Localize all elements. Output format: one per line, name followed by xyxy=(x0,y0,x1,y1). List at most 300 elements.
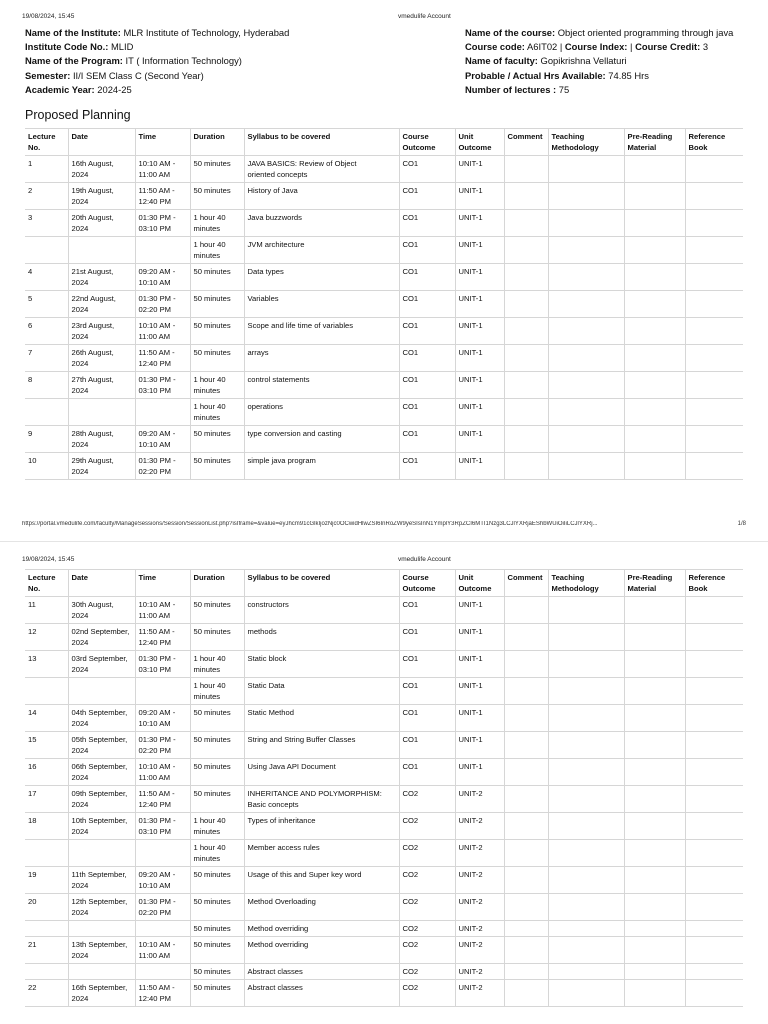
cell-reference-book xyxy=(685,291,743,318)
cell-comment xyxy=(504,237,548,264)
cell-time: 09:20 AM - 10:10 AM xyxy=(135,426,190,453)
cell-course-outcome: CO2 xyxy=(399,840,455,867)
faculty-label: Name of faculty: xyxy=(465,55,538,67)
cell-duration: 1 hour 40 minutes xyxy=(190,237,244,264)
cell-syllabus: control statements xyxy=(244,372,399,399)
cell-unit-outcome: UNIT-2 xyxy=(455,840,504,867)
cell-comment xyxy=(504,210,548,237)
academic-year-line xyxy=(25,83,289,97)
cell-lecture-no: 11 xyxy=(25,597,68,624)
cell-lecture-no: 22 xyxy=(25,980,68,1007)
faculty-value: Gopikrishna Vellaturi xyxy=(540,55,627,67)
cell-duration: 50 minutes xyxy=(190,183,244,210)
cell-time: 11:50 AM - 12:40 PM xyxy=(135,183,190,210)
cell-time: 10:10 AM - 11:00 AM xyxy=(135,156,190,183)
cell-pre-reading-material xyxy=(624,624,685,651)
cell-time xyxy=(135,840,190,867)
table-row xyxy=(25,980,743,1007)
cell-time: 11:50 AM - 12:40 PM xyxy=(135,980,190,1007)
cell-pre-reading-material xyxy=(624,372,685,399)
cell-lecture-no: 6 xyxy=(25,318,68,345)
cell-teaching-methodology xyxy=(548,840,624,867)
cell-pre-reading-material xyxy=(624,291,685,318)
cell-comment xyxy=(504,937,548,964)
cell-teaching-methodology xyxy=(548,894,624,921)
cell-date xyxy=(68,840,135,867)
cell-teaching-methodology xyxy=(548,264,624,291)
cell-reference-book xyxy=(685,210,743,237)
cell-unit-outcome: UNIT-1 xyxy=(455,705,504,732)
semester-line xyxy=(25,69,289,83)
table-row xyxy=(25,921,743,937)
cell-duration: 50 minutes xyxy=(190,345,244,372)
cell-reference-book xyxy=(685,894,743,921)
table-row xyxy=(25,678,743,705)
semester-label: Semester: xyxy=(25,69,71,81)
cell-duration: 1 hour 40 minutes xyxy=(190,651,244,678)
cell-date: 21st August, 2024 xyxy=(68,264,135,291)
cell-course-outcome: CO1 xyxy=(399,597,455,624)
col-header-pre-reading-material: Pre-Reading Material xyxy=(624,129,685,156)
cell-lecture-no: 4 xyxy=(25,264,68,291)
cell-lecture-no: 20 xyxy=(25,894,68,921)
cell-pre-reading-material xyxy=(624,678,685,705)
cell-duration: 50 minutes xyxy=(190,937,244,964)
cell-course-outcome: CO1 xyxy=(399,156,455,183)
cell-duration: 50 minutes xyxy=(190,264,244,291)
cell-date xyxy=(68,678,135,705)
table-row xyxy=(25,372,743,399)
table-row xyxy=(25,651,743,678)
cell-pre-reading-material xyxy=(624,921,685,937)
cell-unit-outcome: UNIT-1 xyxy=(455,264,504,291)
table-row xyxy=(25,867,743,894)
course-index-value: | xyxy=(630,41,633,53)
cell-course-outcome: CO2 xyxy=(399,964,455,980)
cell-duration: 50 minutes xyxy=(190,894,244,921)
cell-comment xyxy=(504,453,548,480)
cell-syllabus: Abstract classes xyxy=(244,964,399,980)
cell-reference-book xyxy=(685,705,743,732)
course-credit-label: Course Credit: xyxy=(635,41,701,53)
institute-code-label: Institute Code No.: xyxy=(25,41,109,53)
table-row xyxy=(25,345,743,372)
cell-reference-book xyxy=(685,453,743,480)
academic-year-label: Academic Year: xyxy=(25,83,95,95)
table-header-row xyxy=(25,570,743,597)
cell-unit-outcome: UNIT-2 xyxy=(455,921,504,937)
planning-table-page-2 xyxy=(25,569,743,1007)
cell-syllabus: operations xyxy=(244,399,399,426)
cell-date xyxy=(68,921,135,937)
cell-date xyxy=(68,237,135,264)
cell-unit-outcome: UNIT-1 xyxy=(455,453,504,480)
cell-reference-book xyxy=(685,786,743,813)
cell-course-outcome: CO2 xyxy=(399,894,455,921)
cell-reference-book xyxy=(685,651,743,678)
cell-comment xyxy=(504,705,548,732)
cell-date: 30th August, 2024 xyxy=(68,597,135,624)
program-label: Name of the Program: xyxy=(25,55,123,67)
cell-comment xyxy=(504,921,548,937)
planning-table-page-1 xyxy=(25,128,743,480)
cell-lecture-no: 10 xyxy=(25,453,68,480)
cell-course-outcome: CO1 xyxy=(399,345,455,372)
cell-course-outcome: CO1 xyxy=(399,399,455,426)
cell-date: 03rd September, 2024 xyxy=(68,651,135,678)
cell-reference-book xyxy=(685,840,743,867)
cell-duration: 50 minutes xyxy=(190,624,244,651)
cell-reference-book xyxy=(685,867,743,894)
cell-reference-book xyxy=(685,372,743,399)
program-line xyxy=(25,54,289,68)
cell-duration: 50 minutes xyxy=(190,426,244,453)
cell-comment xyxy=(504,183,548,210)
table-row xyxy=(25,759,743,786)
cell-lecture-no: 14 xyxy=(25,705,68,732)
cell-course-outcome: CO1 xyxy=(399,372,455,399)
cell-syllabus: Method overriding xyxy=(244,921,399,937)
course-credit-value: 3 xyxy=(702,41,709,53)
institute-code-line xyxy=(25,40,289,54)
cell-teaching-methodology xyxy=(548,291,624,318)
cell-lecture-no: 17 xyxy=(25,786,68,813)
cell-syllabus: simple java program xyxy=(244,453,399,480)
col-header-syllabus: Syllabus to be covered xyxy=(244,570,399,597)
col-header-unit-outcome: Unit Outcome xyxy=(455,129,504,156)
cell-pre-reading-material xyxy=(624,318,685,345)
cell-teaching-methodology xyxy=(548,786,624,813)
cell-comment xyxy=(504,345,548,372)
cell-teaching-methodology xyxy=(548,964,624,980)
cell-date: 20th August, 2024 xyxy=(68,210,135,237)
cell-syllabus: INHERITANCE AND POLYMORPHISM: Basic concepts xyxy=(244,786,399,813)
col-header-comment: Comment xyxy=(504,129,548,156)
cell-teaching-methodology xyxy=(548,921,624,937)
cell-unit-outcome: UNIT-2 xyxy=(455,867,504,894)
cell-duration: 50 minutes xyxy=(190,867,244,894)
institute-info xyxy=(25,26,289,97)
table-row xyxy=(25,453,743,480)
cell-comment xyxy=(504,399,548,426)
course-name-value: Object oriented programming through java xyxy=(557,27,734,38)
table-row xyxy=(25,624,743,651)
cell-lecture-no xyxy=(25,237,68,264)
cell-teaching-methodology xyxy=(548,867,624,894)
cell-duration: 1 hour 40 minutes xyxy=(190,210,244,237)
cell-teaching-methodology xyxy=(548,426,624,453)
col-header-duration: Duration xyxy=(190,570,244,597)
table-row xyxy=(25,291,743,318)
cell-time: 01:30 PM - 03:10 PM xyxy=(135,210,190,237)
cell-time: 11:50 AM - 12:40 PM xyxy=(135,786,190,813)
cell-reference-book xyxy=(685,156,743,183)
site-name: vmedulife Account xyxy=(398,13,451,20)
cell-date: 02nd September, 2024 xyxy=(68,624,135,651)
cell-comment xyxy=(504,597,548,624)
cell-unit-outcome: UNIT-1 xyxy=(455,183,504,210)
cell-comment xyxy=(504,980,548,1007)
cell-teaching-methodology xyxy=(548,678,624,705)
cell-teaching-methodology xyxy=(548,597,624,624)
cell-duration: 50 minutes xyxy=(190,291,244,318)
cell-teaching-methodology xyxy=(548,318,624,345)
table-row xyxy=(25,399,743,426)
col-header-lecture-no: Lecture No. xyxy=(25,570,68,597)
cell-date xyxy=(68,964,135,980)
cell-unit-outcome: UNIT-1 xyxy=(455,597,504,624)
cell-unit-outcome: UNIT-1 xyxy=(455,426,504,453)
cell-lecture-no xyxy=(25,921,68,937)
cell-date: 26th August, 2024 xyxy=(68,345,135,372)
cell-comment xyxy=(504,651,548,678)
cell-syllabus: Variables xyxy=(244,291,399,318)
cell-teaching-methodology xyxy=(548,980,624,1007)
institute-name-label: Name of the Institute: xyxy=(25,27,121,38)
cell-comment xyxy=(504,786,548,813)
cell-lecture-no: 7 xyxy=(25,345,68,372)
cell-syllabus: constructors xyxy=(244,597,399,624)
table-row xyxy=(25,426,743,453)
cell-lecture-no: 18 xyxy=(25,813,68,840)
cell-pre-reading-material xyxy=(624,210,685,237)
cell-course-outcome: CO1 xyxy=(399,624,455,651)
cell-unit-outcome: UNIT-2 xyxy=(455,980,504,1007)
table-header-row xyxy=(25,129,743,156)
cell-date: 29th August, 2024 xyxy=(68,453,135,480)
cell-reference-book xyxy=(685,678,743,705)
cell-time: 10:10 AM - 11:00 AM xyxy=(135,759,190,786)
cell-unit-outcome: UNIT-2 xyxy=(455,964,504,980)
table-row xyxy=(25,210,743,237)
cell-comment xyxy=(504,291,548,318)
cell-teaching-methodology xyxy=(548,937,624,964)
cell-syllabus: Method Overloading xyxy=(244,894,399,921)
col-header-lecture-no: Lecture No. xyxy=(25,129,68,156)
cell-lecture-no xyxy=(25,840,68,867)
col-header-teaching-methodology: Teaching Methodology xyxy=(548,570,624,597)
col-header-date: Date xyxy=(68,129,135,156)
academic-year-value: 2024-25 xyxy=(97,83,132,95)
table-row xyxy=(25,183,743,210)
cell-time: 09:20 AM - 10:10 AM xyxy=(135,867,190,894)
institute-name-value: MLR Institute of Technology, Hyderabad xyxy=(123,27,290,38)
cell-pre-reading-material xyxy=(624,651,685,678)
cell-duration: 50 minutes xyxy=(190,732,244,759)
cell-course-outcome: CO2 xyxy=(399,937,455,964)
cell-unit-outcome: UNIT-1 xyxy=(455,759,504,786)
cell-date: 11th September, 2024 xyxy=(68,867,135,894)
col-header-duration: Duration xyxy=(190,129,244,156)
cell-teaching-methodology xyxy=(548,372,624,399)
cell-teaching-methodology xyxy=(548,399,624,426)
cell-course-outcome: CO2 xyxy=(399,786,455,813)
cell-pre-reading-material xyxy=(624,426,685,453)
cell-course-outcome: CO1 xyxy=(399,291,455,318)
cell-reference-book xyxy=(685,426,743,453)
print-datetime: 19/08/2024, 15:45 xyxy=(22,13,75,20)
cell-date: 12th September, 2024 xyxy=(68,894,135,921)
cell-syllabus: History of Java xyxy=(244,183,399,210)
semester-value: II/I SEM Class C (Second Year) xyxy=(72,69,204,81)
cell-unit-outcome: UNIT-1 xyxy=(455,651,504,678)
cell-reference-book xyxy=(685,937,743,964)
faculty-line xyxy=(465,54,733,68)
cell-duration: 50 minutes xyxy=(190,318,244,345)
cell-lecture-no: 21 xyxy=(25,937,68,964)
cell-unit-outcome: UNIT-1 xyxy=(455,678,504,705)
cell-duration: 1 hour 40 minutes xyxy=(190,399,244,426)
cell-time: 09:20 AM - 10:10 AM xyxy=(135,705,190,732)
cell-comment xyxy=(504,867,548,894)
cell-syllabus: JAVA BASICS: Review of Object oriented concepts xyxy=(244,156,399,183)
cell-time: 11:50 AM - 12:40 PM xyxy=(135,624,190,651)
cell-reference-book xyxy=(685,345,743,372)
cell-date: 22nd August, 2024 xyxy=(68,291,135,318)
cell-pre-reading-material xyxy=(624,937,685,964)
cell-course-outcome: CO2 xyxy=(399,921,455,937)
cell-course-outcome: CO1 xyxy=(399,705,455,732)
cell-duration: 50 minutes xyxy=(190,597,244,624)
cell-time: 01:30 PM - 02:20 PM xyxy=(135,894,190,921)
cell-teaching-methodology xyxy=(548,183,624,210)
cell-teaching-methodology xyxy=(548,651,624,678)
lectures-line xyxy=(465,83,733,97)
cell-unit-outcome: UNIT-1 xyxy=(455,291,504,318)
cell-syllabus: Static block xyxy=(244,651,399,678)
cell-date: 28th August, 2024 xyxy=(68,426,135,453)
cell-time xyxy=(135,921,190,937)
cell-time: 01:30 PM - 03:10 PM xyxy=(135,651,190,678)
cell-course-outcome: CO1 xyxy=(399,453,455,480)
cell-unit-outcome: UNIT-2 xyxy=(455,813,504,840)
cell-unit-outcome: UNIT-1 xyxy=(455,210,504,237)
cell-reference-book xyxy=(685,399,743,426)
cell-lecture-no: 16 xyxy=(25,759,68,786)
cell-duration: 50 minutes xyxy=(190,964,244,980)
cell-course-outcome: CO2 xyxy=(399,867,455,894)
cell-duration: 1 hour 40 minutes xyxy=(190,813,244,840)
cell-pre-reading-material xyxy=(624,453,685,480)
cell-lecture-no: 2 xyxy=(25,183,68,210)
hours-value: 74.85 Hrs xyxy=(608,69,649,81)
cell-lecture-no: 5 xyxy=(25,291,68,318)
cell-syllabus: Java buzzwords xyxy=(244,210,399,237)
cell-comment xyxy=(504,624,548,651)
cell-lecture-no: 13 xyxy=(25,651,68,678)
cell-time xyxy=(135,399,190,426)
cell-reference-book xyxy=(685,183,743,210)
cell-duration: 50 minutes xyxy=(190,705,244,732)
cell-date: 05th September, 2024 xyxy=(68,732,135,759)
cell-pre-reading-material xyxy=(624,732,685,759)
cell-unit-outcome: UNIT-2 xyxy=(455,937,504,964)
col-header-syllabus: Syllabus to be covered xyxy=(244,129,399,156)
cell-syllabus: Abstract classes xyxy=(244,980,399,1007)
cell-comment xyxy=(504,759,548,786)
col-header-unit-outcome: Unit Outcome xyxy=(455,570,504,597)
cell-time: 10:10 AM - 11:00 AM xyxy=(135,937,190,964)
page-number: 1/8 xyxy=(737,521,746,527)
site-name-2: vmedulife Account xyxy=(398,556,451,563)
cell-unit-outcome: UNIT-1 xyxy=(455,372,504,399)
cell-course-outcome: CO1 xyxy=(399,210,455,237)
cell-pre-reading-material xyxy=(624,867,685,894)
table-row xyxy=(25,964,743,980)
section-title: Proposed Planning xyxy=(25,108,131,122)
cell-pre-reading-material xyxy=(624,597,685,624)
col-header-teaching-methodology: Teaching Methodology xyxy=(548,129,624,156)
table-row xyxy=(25,318,743,345)
cell-pre-reading-material xyxy=(624,399,685,426)
cell-comment xyxy=(504,964,548,980)
table-row xyxy=(25,237,743,264)
cell-lecture-no: 12 xyxy=(25,624,68,651)
cell-reference-book xyxy=(685,921,743,937)
cell-time: 01:30 PM - 02:20 PM xyxy=(135,291,190,318)
cell-course-outcome: CO2 xyxy=(399,980,455,1007)
cell-date: 06th September, 2024 xyxy=(68,759,135,786)
cell-reference-book xyxy=(685,237,743,264)
cell-reference-book xyxy=(685,318,743,345)
course-name-label: Name of the course: xyxy=(465,27,556,38)
cell-pre-reading-material xyxy=(624,264,685,291)
cell-unit-outcome: UNIT-1 xyxy=(455,399,504,426)
cell-course-outcome: CO1 xyxy=(399,426,455,453)
program-value: IT ( Information Technology) xyxy=(125,55,242,67)
cell-date: 23rd August, 2024 xyxy=(68,318,135,345)
cell-course-outcome: CO1 xyxy=(399,264,455,291)
cell-unit-outcome: UNIT-1 xyxy=(455,345,504,372)
cell-duration: 50 minutes xyxy=(190,921,244,937)
cell-unit-outcome: UNIT-1 xyxy=(455,732,504,759)
cell-reference-book xyxy=(685,624,743,651)
cell-time: 01:30 PM - 03:10 PM xyxy=(135,372,190,399)
cell-date: 19th August, 2024 xyxy=(68,183,135,210)
cell-reference-book xyxy=(685,964,743,980)
cell-time xyxy=(135,678,190,705)
col-header-comment: Comment xyxy=(504,570,548,597)
cell-reference-book xyxy=(685,813,743,840)
cell-teaching-methodology xyxy=(548,705,624,732)
table-row xyxy=(25,840,743,867)
cell-pre-reading-material xyxy=(624,786,685,813)
cell-date: 10th September, 2024 xyxy=(68,813,135,840)
col-header-reference-book: Reference Book xyxy=(685,129,743,156)
cell-teaching-methodology xyxy=(548,237,624,264)
cell-duration: 1 hour 40 minutes xyxy=(190,840,244,867)
cell-syllabus: Using Java API Document xyxy=(244,759,399,786)
page-header-2 xyxy=(22,556,746,566)
cell-syllabus: Data types xyxy=(244,264,399,291)
cell-teaching-methodology xyxy=(548,210,624,237)
cell-teaching-methodology xyxy=(548,453,624,480)
cell-syllabus: Types of inheritance xyxy=(244,813,399,840)
cell-syllabus: Method overriding xyxy=(244,937,399,964)
cell-lecture-no: 8 xyxy=(25,372,68,399)
cell-course-outcome: CO1 xyxy=(399,732,455,759)
cell-pre-reading-material xyxy=(624,156,685,183)
page-header xyxy=(22,13,746,23)
cell-syllabus: JVM architecture xyxy=(244,237,399,264)
cell-pre-reading-material xyxy=(624,894,685,921)
cell-course-outcome: CO1 xyxy=(399,651,455,678)
cell-lecture-no: 15 xyxy=(25,732,68,759)
cell-unit-outcome: UNIT-1 xyxy=(455,156,504,183)
cell-teaching-methodology xyxy=(548,345,624,372)
col-header-time: Time xyxy=(135,570,190,597)
table-row xyxy=(25,937,743,964)
